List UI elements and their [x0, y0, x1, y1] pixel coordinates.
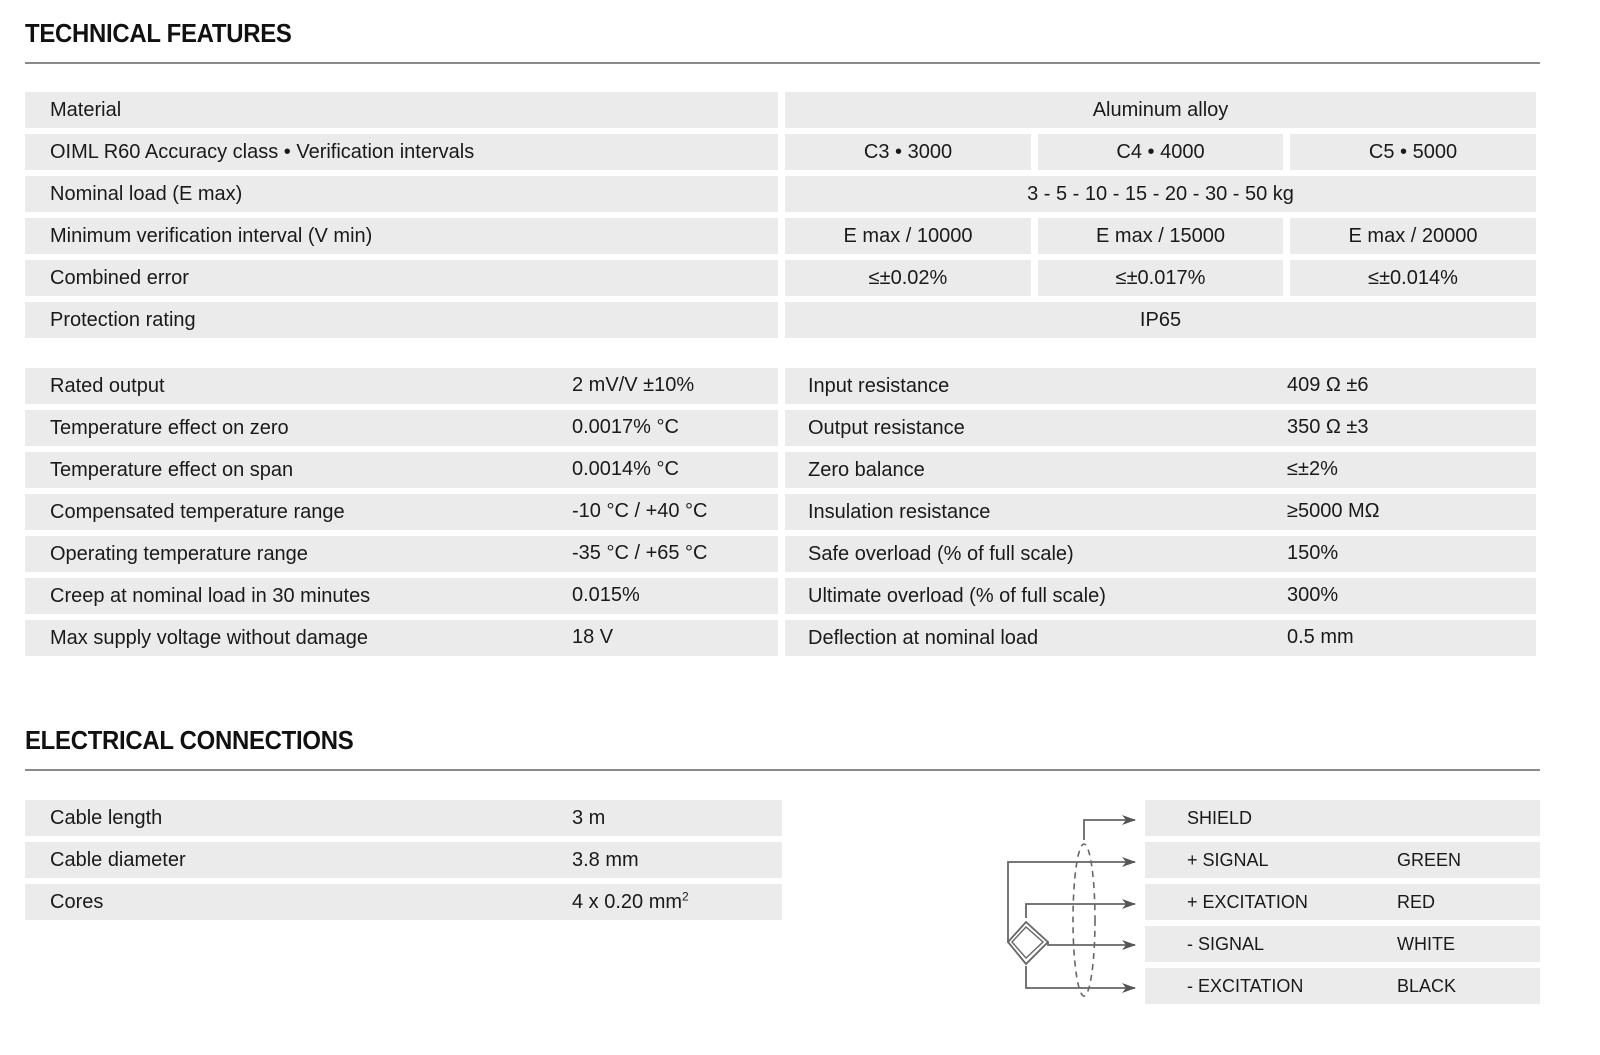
wire-name: - EXCITATION — [1187, 976, 1304, 996]
right-spec-row: Deflection at nominal load — [785, 620, 1536, 656]
left-spec-value: 2 mV/V ±10% — [572, 374, 695, 396]
right-spec-value: 409 Ω ±6 — [1287, 374, 1369, 396]
right-spec-row: Safe overload (% of full scale) — [785, 536, 1536, 572]
spec-label-min-interval: Minimum verification interval (V min) — [25, 218, 778, 254]
left-spec-row: Operating temperature range — [25, 536, 778, 572]
min-interval-c3: E max / 10000 — [785, 218, 1031, 254]
title-rule — [25, 62, 1540, 64]
left-spec-row: Temperature effect on zero — [25, 410, 778, 446]
cable-length-value: 3 m — [572, 807, 606, 829]
cable-row: Cores — [25, 884, 782, 920]
accuracy-c3: C3 • 3000 — [785, 134, 1031, 170]
spec-label-accuracy: OIML R60 Accuracy class • Verification intervals — [25, 134, 778, 170]
minus-signal-wire — [1048, 942, 1135, 945]
right-spec-value: 350 Ω ±3 — [1287, 416, 1369, 438]
spec-label-combined-error: Combined error — [25, 260, 778, 296]
left-spec-value: 18 V — [572, 626, 614, 648]
combined-error-c4: ≤±0.017% — [1038, 260, 1283, 296]
electrical-connections-title: ELECTRICAL CONNECTIONS — [25, 725, 354, 755]
title-rule — [25, 769, 1540, 771]
spec-label-nominal-load: Nominal load (E max) — [25, 176, 778, 212]
left-spec-row: Creep at nominal load in 30 minutes — [25, 578, 778, 614]
spec-value-protection: IP65 — [785, 302, 1536, 338]
spec-label-material: Material — [25, 92, 778, 128]
cores-superscript: 2 — [682, 889, 689, 904]
wire-name: + EXCITATION — [1187, 892, 1308, 912]
wheatstone-bridge — [1008, 922, 1048, 964]
right-spec-value: 0.5 mm — [1287, 626, 1354, 648]
wire-name: - SIGNAL — [1187, 934, 1265, 954]
min-interval-c4: E max / 15000 — [1038, 218, 1283, 254]
right-spec-value: ≥5000 MΩ — [1287, 500, 1380, 522]
cable-row: Cable length — [25, 800, 782, 836]
minus-excitation-wire — [1026, 966, 1135, 988]
plus-excitation-wire — [1026, 904, 1135, 918]
left-spec-value: 0.0014% °C — [572, 458, 679, 480]
cores-value: 4 x 0.20 $mm^2$ — [572, 889, 689, 913]
wire-color: WHITE — [1397, 934, 1455, 954]
accuracy-c5: C5 • 5000 — [1290, 134, 1536, 170]
spec-value-material: Aluminum alloy — [785, 92, 1536, 128]
left-spec-value: 0.015% — [572, 584, 640, 606]
right-spec-row: Insulation resistance — [785, 494, 1536, 530]
left-spec-row: Temperature effect on span — [25, 452, 778, 488]
spec-label-protection: Protection rating — [25, 302, 778, 338]
left-spec-row: Compensated temperature range — [25, 494, 778, 530]
right-spec-row: Ultimate overload (% of full scale) — [785, 578, 1536, 614]
wire-name: SHIELD — [1187, 808, 1253, 828]
combined-error-c3: ≤±0.02% — [785, 260, 1031, 296]
right-spec-row: Zero balance — [785, 452, 1536, 488]
right-spec-row: Output resistance — [785, 410, 1536, 446]
wiring-diagram — [990, 800, 1150, 1010]
wire-color: RED — [1397, 892, 1436, 912]
left-spec-value: 0.0017% °C — [572, 416, 679, 438]
right-spec-value: 300% — [1287, 584, 1339, 606]
wire-name: + SIGNAL — [1187, 850, 1269, 870]
left-spec-value: -10 °C / +40 °C — [572, 500, 708, 522]
left-spec-row: Max supply voltage without damage — [25, 620, 778, 656]
min-interval-c5: E max / 20000 — [1290, 218, 1536, 254]
plus-signal-wire — [1008, 862, 1135, 942]
right-spec-row: Input resistance — [785, 368, 1536, 404]
shield-ellipse — [1073, 844, 1095, 996]
cable-row: Cable diameter — [25, 842, 782, 878]
left-spec-value: -35 °C / +65 °C — [572, 542, 708, 564]
shield-wire — [1084, 820, 1135, 840]
cable-diameter-value: 3.8 mm — [572, 849, 639, 871]
wire-color: BLACK — [1397, 976, 1457, 996]
spec-value-nominal-load: 3 - 5 - 10 - 15 - 20 - 30 - 50 kg — [785, 176, 1536, 212]
wire-color: GREEN — [1397, 850, 1462, 870]
combined-error-c5: ≤±0.014% — [1290, 260, 1536, 296]
left-spec-row: Rated output — [25, 368, 778, 404]
right-spec-value: 150% — [1287, 542, 1339, 564]
right-spec-value: ≤±2% — [1287, 458, 1338, 480]
technical-features-title: TECHNICAL FEATURES — [25, 18, 292, 48]
accuracy-c4: C4 • 4000 — [1038, 134, 1283, 170]
